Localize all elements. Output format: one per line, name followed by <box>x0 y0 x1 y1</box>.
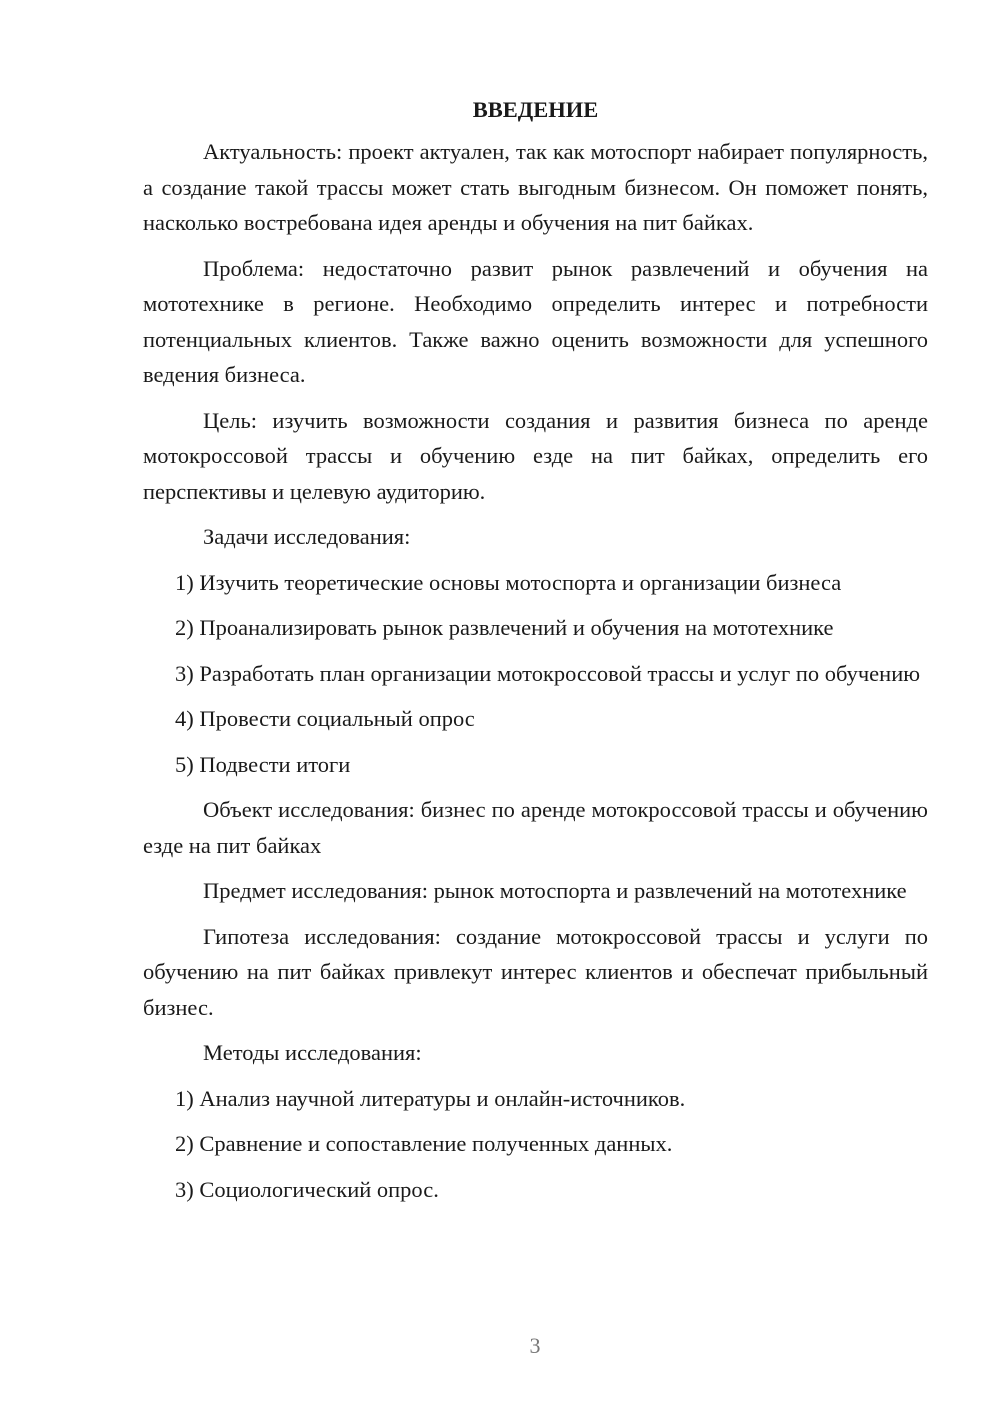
goal-paragraph: Цель: изучить возможности создания и развития бизнеса по аренде мотокроссовой трассы и обучению езде на пит байках, определить его перспективы и целевую аудиторию. <box>143 407 928 504</box>
relevance-paragraph: Актуальность: проект актуален, так как мотоспорт набирает популярность, а создание такой трассы может стать выгодным бизнесом. Он поможет понять, насколько востребована идея аренды и обучения на пит байках. <box>143 139 928 235</box>
subject-paragraph: Предмет исследования: рынок мотоспорта и развлечений на мототехнике <box>203 878 907 903</box>
task-item: 3) Разработать план организации мотокроссовой трассы и услуг по обучению <box>175 660 921 686</box>
task-item: 5) Подвести итоги <box>175 751 351 777</box>
methods-heading: Методы исследования: <box>203 1040 422 1065</box>
task-item: 1) Изучить теоретические основы мотоспорта и организации бизнеса <box>175 569 842 595</box>
method-item: 2) Сравнение и сопоставление полученных данных. <box>175 1131 673 1156</box>
task-item: 4) Провести социальный опрос <box>175 706 475 731</box>
method-item: 3) Социологический опрос. <box>175 1176 439 1202</box>
page-title: ВВЕДЕНИЕ <box>472 97 599 122</box>
method-item: 1) Анализ научной литературы и онлайн-источников. <box>175 1085 686 1111</box>
problem-paragraph: Проблема: недостаточно развит рынок развлечений и обучения на мототехнике в регионе. Необходимо определить интерес и потребности потенциальных клиентов. Также важно оценить возможности для успешного ведения бизнеса. <box>143 255 928 387</box>
object-paragraph: Объект исследования: бизнес по аренде мотокроссовой трассы и обучению езде на пит байках <box>143 797 928 858</box>
tasks-heading: Задачи исследования: <box>203 524 411 549</box>
page-number: 3 <box>529 1333 541 1358</box>
task-item: 2) Проанализировать рынок развлечений и обучения на мототехнике <box>175 615 834 640</box>
hypothesis-paragraph: Гипотеза исследования: создание мотокроссовой трассы и услуги по обучению на пит байках привлекут интерес клиентов и обеспечат прибыльный бизнес. <box>143 923 928 1020</box>
page-content <box>143 92 928 1217</box>
